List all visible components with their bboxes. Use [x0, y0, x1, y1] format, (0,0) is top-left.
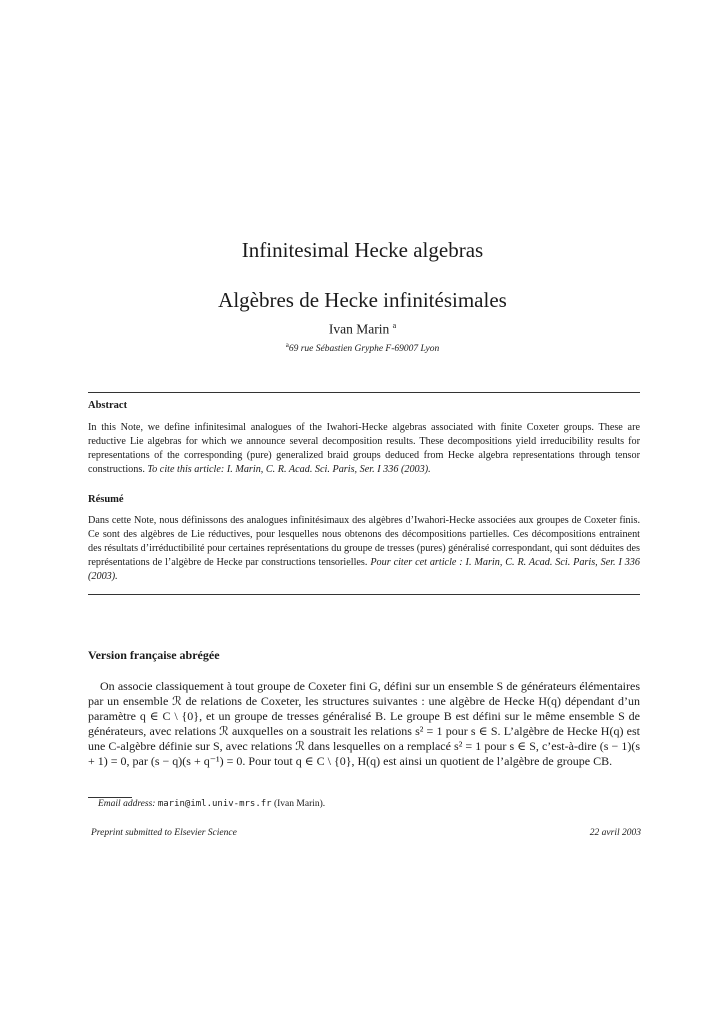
abstract-heading: Abstract — [88, 400, 128, 411]
abstract-text: In this Note, we define infinitesimal analogues of the Iwahori-Hecke algebras associated with finite Coxeter groups. These are reductive Lie algebras for which we announce several decomposition results. These decompositions yield irreducibility results for representations of the corresponding (pure) generalized braid groups deduced from Hecke algebra representations through tensor constructions. — [88, 422, 640, 475]
footnote-name: (Ivan Marin). — [273, 799, 326, 809]
resume-heading: Résumé — [88, 494, 124, 505]
abstract-paragraph — [88, 421, 640, 477]
abstract-citation: To cite this article: I. Marin, C. R. Acad. Sci. Paris, Ser. I 336 (2003). — [147, 463, 431, 475]
footer-preprint: Preprint submitted to Elsevier Science — [91, 828, 237, 838]
body-paragraph: On associe classiquement à tout groupe de Coxeter fini G, défini sur un ensemble S de générateurs élémentaires par un ensemble ℛ de relations de Coxeter, les structures suivantes : une algèbre de Hecke H(q) dépendant d’un paramètre q ∈ C \ {0}, et un groupe de tresses généralisé B. Le groupe B est défini sur le même ensemble S de générateurs, avec relations ℛ auxquelles on a soustrait les relations s² = 1 pour s ∈ S. L’algèbre de Hecke H(q) est une C-algèbre définie sur S, avec relations ℛ dans lesquelles on a remplacé s² = 1 pour s ∈ S, c’est-à-dire (s − 1)(s + 1) = 0, par (s − q)(s + q⁻¹) = 0. Pour tout q ∈ C \ {0}, H(q) est ainsi un quotient de l’algèbre de groupe CB. — [88, 679, 640, 768]
footnote-label: Email address: — [98, 799, 156, 809]
author-name: Ivan Marin — [328, 321, 390, 337]
version-heading: Version française abrégée — [88, 648, 220, 662]
footer-date: 22 avril 2003 — [589, 828, 641, 838]
footnote — [98, 799, 325, 809]
affiliation-text: 69 rue Sébastien Gryphe F-69007 Lyon — [288, 344, 440, 355]
resume-text: Dans cette Note, nous définissons des analogues infinitésimaux des algèbres d’Iwahori-Hecke associées aux groupes de Coxeter finis. Ce sont des algèbres de Lie réductives, pour lesquelles nous obtenons des décompositions partielles. Ces décompositions entrainent des résultats d’irréductibilité pour certaines représentations du groupe de tresses (pures) généralisé correspondant, qui sont déduites des représentations de l’algèbre de Hecke par constructions tensorielles. — [88, 515, 640, 568]
resume-citation: Pour citer cet article : I. Marin, C. R. Acad. Sci. Paris, Ser. I 336 (2003). — [88, 556, 640, 582]
author-affiliation-marker: a — [392, 321, 397, 330]
top-rule — [88, 392, 640, 393]
affiliation-marker: a — [285, 341, 289, 349]
footnote-rule — [88, 797, 132, 798]
title-french: Algèbres de Hecke infinitésimales — [218, 288, 507, 312]
affiliation-line — [0, 341, 725, 354]
bottom-rule — [88, 594, 640, 595]
author-line — [0, 321, 725, 338]
resume-paragraph — [88, 514, 640, 584]
footnote-email[interactable]: marin@iml.univ-mrs.fr — [157, 799, 272, 809]
title-english: Infinitesimal Hecke algebras — [241, 238, 484, 262]
